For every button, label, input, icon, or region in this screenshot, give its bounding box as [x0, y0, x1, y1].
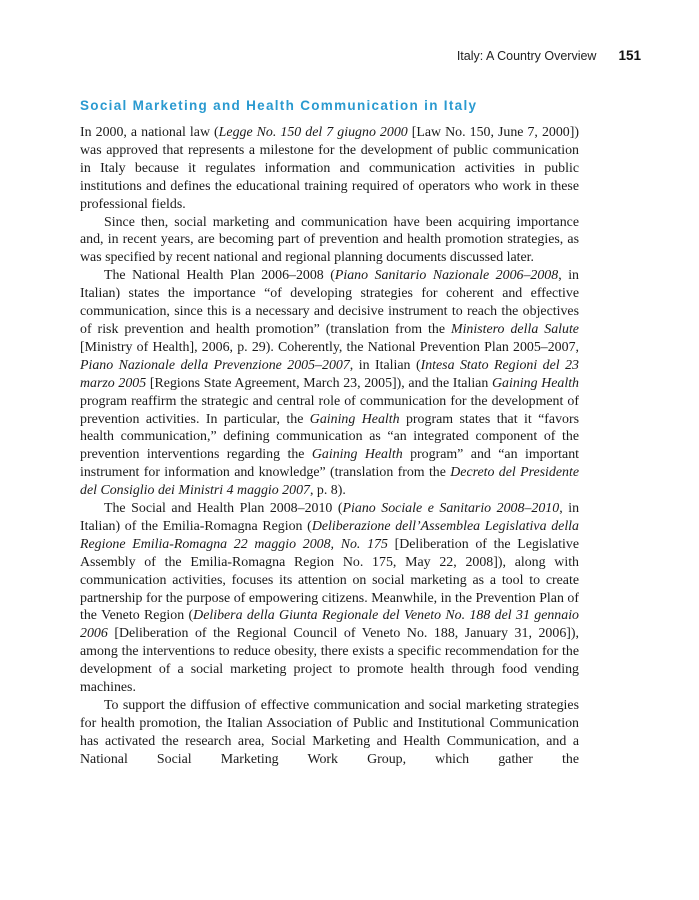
running-title: Italy: A Country Overview — [456, 49, 597, 63]
italic-text-run: Intesa Stato Regioni del 23 marzo 2005 — [80, 357, 579, 391]
text-run: [Law No. 150, June 7, 2000]) was approved that represents a milestone for the development of public communication in Italy because it regulates information and communication activities in public institutions and defines the educational training required of operators who work in these professional fields. — [80, 125, 579, 212]
text-run: , in Italian) of the Emilia-Romagna Region ( — [80, 501, 580, 534]
paragraph-1 — [80, 124, 579, 214]
text-run: [Ministry of Health], 2006, p. 29). Coherently, the National Prevention Plan 2005–2007, — [80, 339, 579, 355]
text-run: In 2000, a national law ( — [80, 125, 219, 140]
running-header — [80, 48, 641, 63]
text-run: To support the diffusion of effective communication and social marketing strategies for health promotion, the Italian Association of Public and Institutional Communication has activated the research area, Social Marketing and Health Communication, and a National Social Marketing Work Group, which gather the — [80, 698, 579, 767]
italic-text-run: Deliberazione dell’Assemblea Legislativa della Regione Emilia-Romagna 22 maggio 2008, No. 175 — [80, 518, 579, 552]
paragraph-3 — [80, 267, 579, 500]
italic-text-run: Delibera della Giunta Regionale del Veneto No. 188 del 31 gennaio 2006 — [80, 608, 580, 642]
section-heading: Social Marketing and Health Communication in Italy — [80, 98, 478, 113]
italic-text-run: Ministero della Salute — [451, 321, 579, 337]
text-run: Since then, social marketing and communication have been acquiring importance and, in recent years, are becoming part of prevention and health promotion strategies, as was specified by recent national and regional planning documents discussed later. — [80, 214, 579, 266]
text-run: [Deliberation of the Legislative Assembly of the Emilia-Romagna Region No. 175, May 22, 2008]), along with communication activities, focuses its attention on social marketing as a tool to create partnership for the purpose of empowering citizens. Meanwhile, in the Prevention Plan of the Veneto Region ( — [80, 536, 580, 624]
italic-text-run: Legge No. 150 del 7 giugno 2000 — [218, 125, 408, 140]
text-run: program reaffirm the strategic and central role of communication for the development of prevention activities. In particular, the — [80, 393, 579, 427]
text-run: program states that it “favors health communication,” defining communication as “an integrated component of the prevention interventions regarding the — [80, 411, 579, 463]
text-run: , p. 8). — [309, 483, 346, 499]
italic-text-run: Piano Sociale e Sanitario 2008–2010 — [342, 501, 560, 517]
text-run: , in Italian) states the importance “of developing strategies for coherent and effective communication, since this is a necessary and decisive instrument to reach the objectives of risk prevention and health promotion” (translation from the — [80, 268, 580, 337]
text-run: program” and “an important instrument for information and knowledge” (translation from the — [80, 447, 579, 481]
body-text — [80, 124, 579, 769]
paragraph-2 — [80, 214, 579, 268]
text-run: [Regions State Agreement, March 23, 2005]), and the Italian — [146, 375, 492, 391]
paragraph-5 — [80, 697, 579, 769]
text-run: The National Health Plan 2006–2008 ( — [104, 268, 335, 284]
italic-text-run: Gaining Health — [309, 411, 400, 427]
text-run: , in Italian ( — [349, 357, 421, 373]
text-run: [Deliberation of the Regional Council of Veneto No. 188, January 31, 2006]), among the interventions to reduce obesity, there exists a specific recommendation for the development of a social marketing project to promote health through food vending machines. — [80, 626, 579, 696]
italic-text-run: Gaining Health — [311, 447, 403, 463]
page-number: 151 — [618, 48, 641, 63]
italic-text-run: Piano Sanitario Nazionale 2006–2008 — [334, 268, 559, 284]
italic-text-run: Decreto del Presidente del Consiglio dei Ministri 4 maggio 2007 — [80, 465, 579, 499]
italic-text-run: Gaining Health — [491, 375, 580, 391]
text-run: The Social and Health Plan 2008–2010 ( — [104, 501, 343, 517]
italic-text-run: Piano Nazionale della Prevenzione 2005–2007 — [80, 357, 350, 373]
paragraph-4 — [80, 500, 579, 697]
